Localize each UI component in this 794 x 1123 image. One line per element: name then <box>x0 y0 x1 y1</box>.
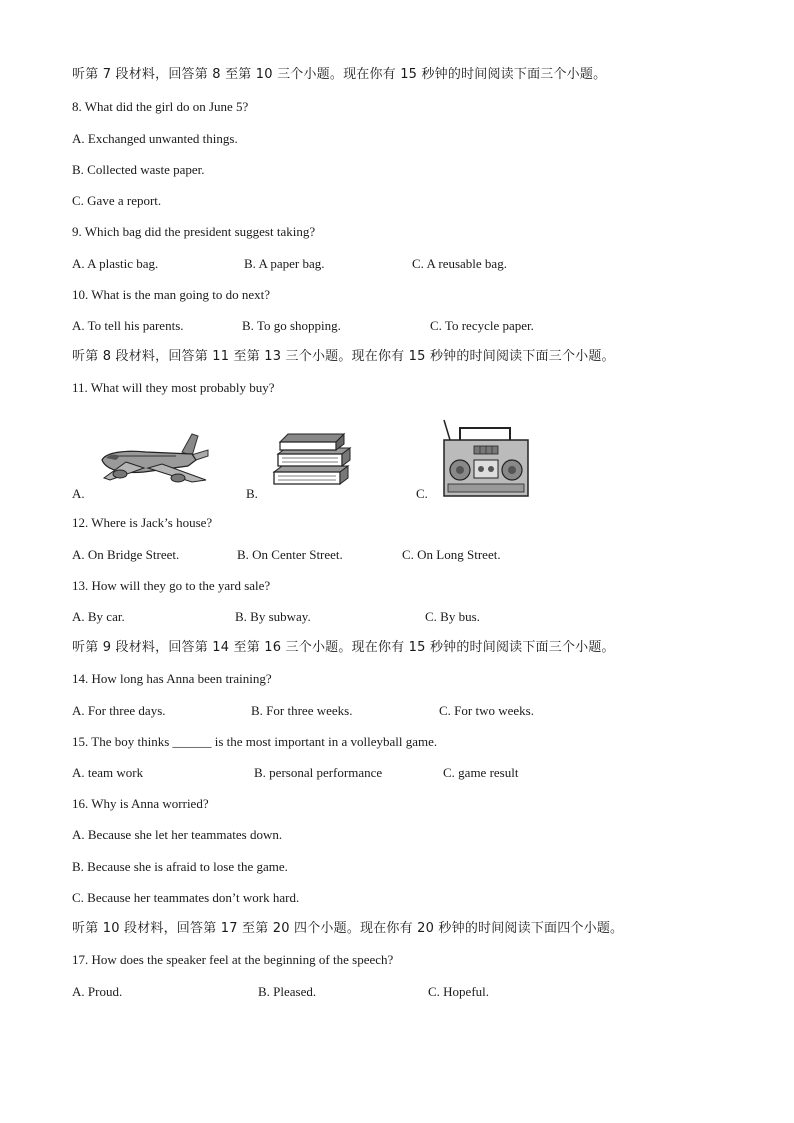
section-intro-9: 听第 9 段材料，回答第 14 至第 16 三个小题。现在你有 15 秒钟的时间阅读下面三个小题。 <box>72 640 615 655</box>
question-14-option-a: A. For three days. <box>72 703 166 718</box>
question-8-option-a: A. Exchanged unwanted things. <box>72 131 238 146</box>
question-14-option-c: C. For two weeks. <box>439 703 534 718</box>
question-12-option-c: C. On Long Street. <box>402 547 501 562</box>
section-intro-8: 听第 8 段材料，回答第 11 至第 13 三个小题。现在你有 15 秒钟的时间阅读下面三个小题。 <box>72 349 615 364</box>
section-intro-7: 听第 7 段材料，回答第 8 至第 10 三个小题。现在你有 15 秒钟的时间阅读下面三个小题。 <box>72 67 607 82</box>
question-17: 17. How does the speaker feel at the beginning of the speech? <box>72 952 394 967</box>
question-13-option-b: B. By subway. <box>235 609 311 624</box>
question-8-option-c: C. Gave a report. <box>72 193 162 208</box>
question-12-option-a: A. On Bridge Street. <box>72 547 180 562</box>
question-14: 14. How long has Anna been training? <box>72 671 272 686</box>
question-9: 9. Which bag did the president suggest taking? <box>72 224 316 239</box>
question-11: 11. What will they most probably buy? <box>72 380 275 395</box>
question-11-option-b: B. <box>246 486 258 501</box>
question-10-option-c: C. To recycle paper. <box>430 318 534 333</box>
question-16: 16. Why is Anna worried? <box>72 796 209 811</box>
question-16-option-a: A. Because she let her teammates down. <box>72 827 283 842</box>
question-12-option-b: B. On Center Street. <box>237 547 343 562</box>
question-13-option-a: A. By car. <box>72 609 125 624</box>
airplane-icon <box>96 430 212 492</box>
question-15: 15. The boy thinks ______ is the most important in a volleyball game. <box>72 734 438 749</box>
question-13-option-c: C. By bus. <box>425 609 480 624</box>
question-17-option-b: B. Pleased. <box>258 984 317 999</box>
radio-icon <box>440 418 536 500</box>
question-12: 12. Where is Jack’s house? <box>72 515 213 530</box>
question-13: 13. How will they go to the yard sale? <box>72 578 271 593</box>
books-icon <box>268 428 354 490</box>
question-10-option-b: B. To go shopping. <box>242 318 341 333</box>
question-15-option-c: C. game result <box>443 765 519 780</box>
question-10-option-a: A. To tell his parents. <box>72 318 184 333</box>
question-14-option-b: B. For three weeks. <box>251 703 353 718</box>
question-17-option-c: C. Hopeful. <box>428 984 490 999</box>
question-10: 10. What is the man going to do next? <box>72 287 270 302</box>
question-8: 8. What did the girl do on June 5? <box>72 99 249 114</box>
question-15-option-b: B. personal performance <box>254 765 383 780</box>
section-intro-10: 听第 10 段材料，回答第 17 至第 20 四个小题。现在你有 20 秒钟的时间阅读下面四个小题。 <box>72 921 624 936</box>
question-16-option-c: C. Because her teammates don’t work hard. <box>72 890 300 905</box>
question-8-option-b: B. Collected waste paper. <box>72 162 205 177</box>
question-9-option-c: C. A reusable bag. <box>412 256 507 271</box>
question-9-option-a: A. A plastic bag. <box>72 256 159 271</box>
question-11-option-c: C. <box>416 486 428 501</box>
question-15-option-a: A. team work <box>72 765 144 780</box>
question-16-option-b: B. Because she is afraid to lose the game. <box>72 859 288 874</box>
question-11-option-a: A. <box>72 486 85 501</box>
question-9-option-b: B. A paper bag. <box>244 256 325 271</box>
question-17-option-a: A. Proud. <box>72 984 123 999</box>
